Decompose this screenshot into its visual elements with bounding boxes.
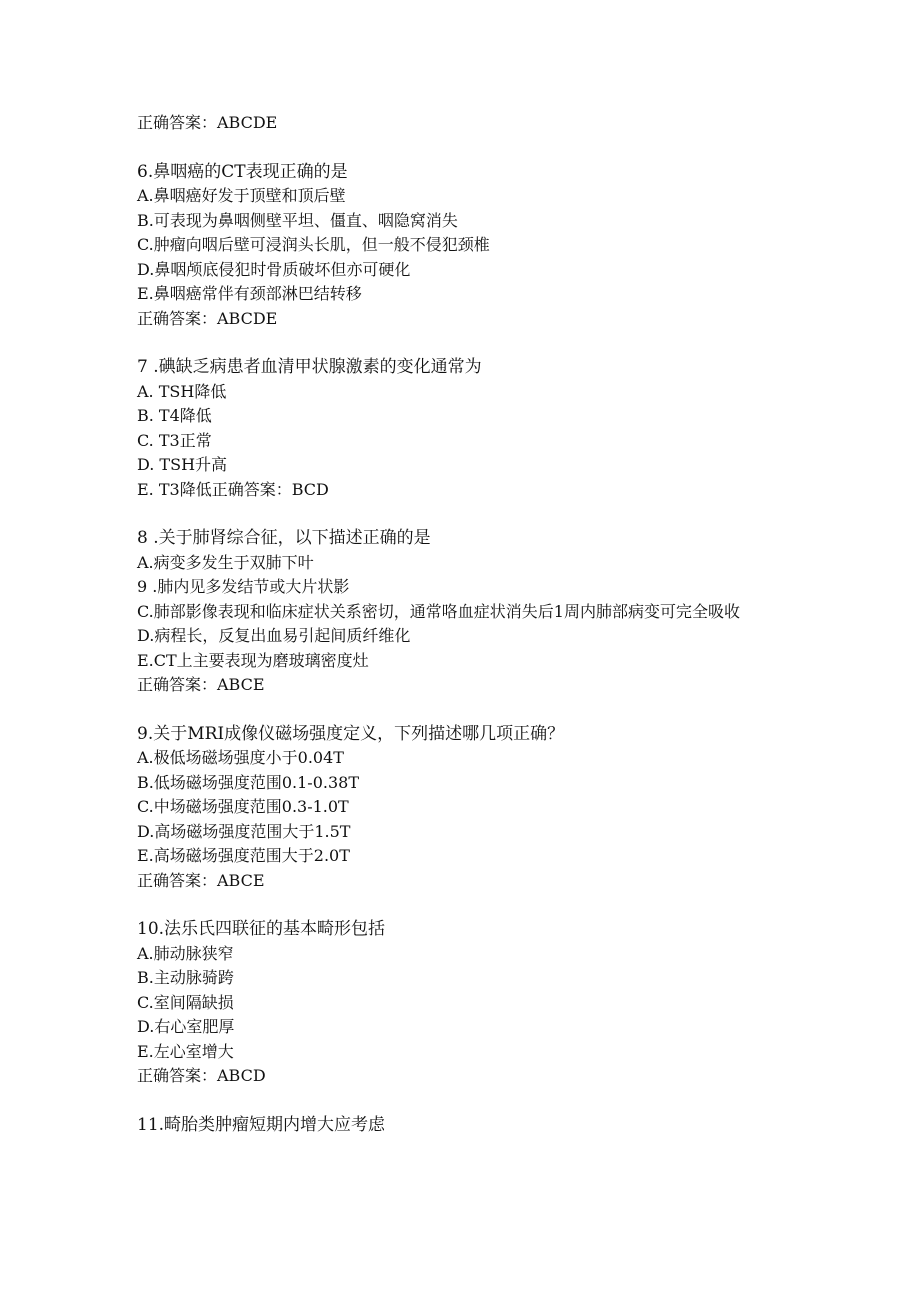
question-title: 6.鼻咽癌的CT表现正确的是 [137, 161, 348, 182]
option-c: C.肿瘤向咽后壁可浸润头长肌，但一般不侵犯颈椎 [137, 235, 490, 254]
question-title: 9.关于MRI成像仪磁场强度定义，下列描述哪几项正确？ [137, 723, 565, 744]
option-c: C.中场磁场强度范围0.3-1.0T [137, 797, 349, 816]
question-9 [137, 722, 797, 894]
question-title: 7 .碘缺乏病患者血清甲状腺激素的变化通常为 [137, 357, 482, 377]
option-b: B.主动脉骑跨 [137, 968, 234, 987]
answer-line: 正确答案：ABCDE [137, 308, 278, 328]
option-e: E.左心室增大 [137, 1041, 234, 1061]
option-e: E.高场磁场强度范围大于2.0T [137, 846, 350, 865]
option-c: C. T3正常 [137, 430, 212, 450]
answer-line: 正确答案：ABCD [137, 1066, 266, 1085]
question-title: 11.畸胎类肿瘤短期内增大应考虑 [137, 1114, 386, 1135]
option-b: B. T4降低 [137, 406, 212, 425]
answer-line: 正确答案：ABCE [137, 870, 265, 890]
option-d: D.右心室肥厚 [137, 1017, 235, 1036]
option-a: A.极低场磁场强度小于0.04T [137, 748, 344, 767]
option-a: A.鼻咽癌好发于顶壁和顶后壁 [137, 186, 346, 205]
question-11 [137, 1113, 797, 1138]
option-b: B.低场磁场强度范围0.1-0.38T [137, 772, 359, 792]
option-c: C.肺部影像表现和临床症状关系密切，通常咯血症状消失后1周内肺部病变可完全吸收 [137, 601, 740, 621]
option-c: C.室间隔缺损 [137, 992, 234, 1012]
question-10 [137, 917, 797, 1089]
answer-line: 正确答案：ABCDE [137, 113, 278, 132]
option-a: A.肺动脉狭窄 [137, 943, 234, 963]
option-e: E.CT上主要表现为磨玻璃密度灶 [137, 650, 369, 670]
document-content [137, 111, 797, 1137]
question-6 [137, 160, 797, 332]
option-d: D.鼻咽颅底侵犯时骨质破坏但亦可硬化 [137, 259, 411, 279]
option-d: D.高场磁场强度范围大于1.5T [137, 821, 351, 841]
question-7 [137, 355, 797, 502]
option-a: A.病变多发生于双肺下叶 [137, 552, 314, 572]
option-b: B.可表现为鼻咽侧壁平坦、僵直、咽隐窝消失 [137, 210, 458, 230]
option-e: E.鼻咽癌常伴有颈部淋巴结转移 [137, 284, 362, 303]
option-e: E. T3降低正确答案：BCD [137, 479, 329, 499]
option-d: D. TSH升高 [137, 455, 228, 474]
option-b: 9 .肺内见多发结节或大片状影 [137, 577, 350, 596]
question-title: 8 .关于肺肾综合征，以下描述正确的是 [137, 528, 431, 548]
question-8 [137, 526, 797, 698]
option-a: A. TSH降低 [137, 381, 227, 401]
question-title: 10.法乐氏四联征的基本畸形包括 [137, 919, 386, 939]
option-d: D.病程长，反复出血易引起间质纤维化 [137, 626, 411, 645]
answer-line: 正确答案：ABCE [137, 675, 265, 694]
